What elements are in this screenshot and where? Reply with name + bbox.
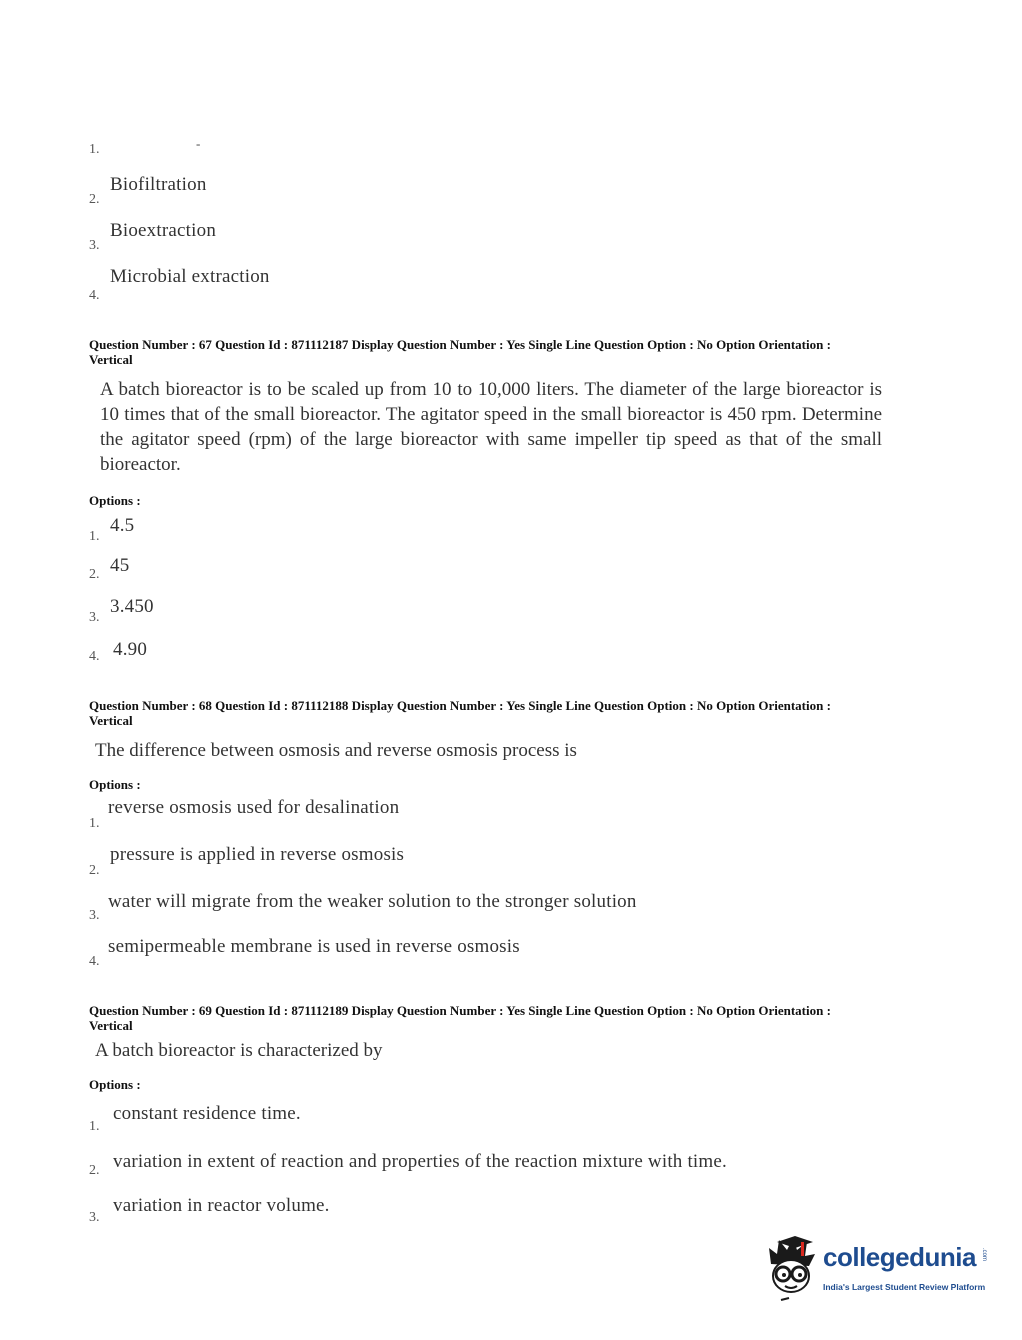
collegedunia-logo [765, 1234, 990, 1304]
option-number: 1. [89, 142, 100, 157]
option-number: 3. [89, 238, 100, 253]
option-number: 1. [89, 816, 100, 831]
question-meta: Question Number : 68 Question Id : 871112188 Display Question Number : Yes Single Line Question Option : No Option Orientation : Vertical [89, 698, 831, 728]
option-text: Bioextraction [110, 220, 217, 241]
option-text: 45 [110, 555, 130, 576]
question-text: The difference between osmosis and reverse osmosis process is [95, 740, 577, 761]
option-text: water will migrate from the weaker solution to the stronger solution [108, 891, 637, 912]
option-number: 3. [89, 1210, 100, 1225]
question-text: A batch bioreactor is to be scaled up from 10 to 10,000 liters. The diameter of the large bioreactor is 10 times that of the small bioreactor. The agitator speed in the small bioreactor is 450 rpm. Determine the agitator speed (rpm) of the large bioreactor with same impeller tip speed as that of the small bioreactor. [100, 379, 882, 475]
option-text: variation in extent of reaction and properties of the reaction mixture with time. [113, 1151, 727, 1172]
question-text: A batch bioreactor is characterized by [95, 1040, 383, 1061]
brand-domain: .com [981, 1248, 987, 1262]
question-meta: Question Number : 67 Question Id : 871112187 Display Question Number : Yes Single Line Question Option : No Option Orientation : Vertical [89, 337, 831, 367]
option-number: 1. [89, 1119, 100, 1134]
option-number: 3. [89, 908, 100, 923]
option-text: semipermeable membrane is used in reverse osmosis [108, 936, 520, 957]
option-number: 1. [89, 529, 100, 544]
option-number: 4. [89, 649, 100, 664]
brand-name: collegedunia [823, 1242, 976, 1272]
options-label: Options : [89, 493, 141, 508]
options-label: Options : [89, 777, 141, 792]
options-label: Options : [89, 1077, 141, 1092]
option-number: 2. [89, 863, 100, 878]
option-text: Microbial extraction [110, 266, 270, 287]
option-number: 2. [89, 192, 100, 207]
option-text: 4.90 [113, 639, 148, 660]
option-text: 3.450 [110, 596, 154, 617]
mascot-icon [765, 1234, 823, 1304]
question-meta: Question Number : 69 Question Id : 871112189 Display Question Number : Yes Single Line Question Option : No Option Orientation : Vertical [89, 1003, 831, 1033]
option-number: 2. [89, 1163, 100, 1178]
option-number: 4. [89, 954, 100, 969]
option-text: 4.5 [110, 515, 135, 536]
option-text: constant residence time. [113, 1103, 301, 1124]
option-text: variation in reactor volume. [113, 1195, 330, 1216]
dash-mark: - [196, 136, 201, 151]
option-number: 3. [89, 610, 100, 625]
option-number: 4. [89, 288, 100, 303]
brand-tagline: India's Largest Student Review Platform [823, 1282, 986, 1292]
option-text: pressure is applied in reverse osmosis [110, 844, 405, 865]
option-text: reverse osmosis used for desalination [108, 797, 400, 818]
option-text: Biofiltration [110, 174, 207, 195]
option-number: 2. [89, 567, 100, 582]
